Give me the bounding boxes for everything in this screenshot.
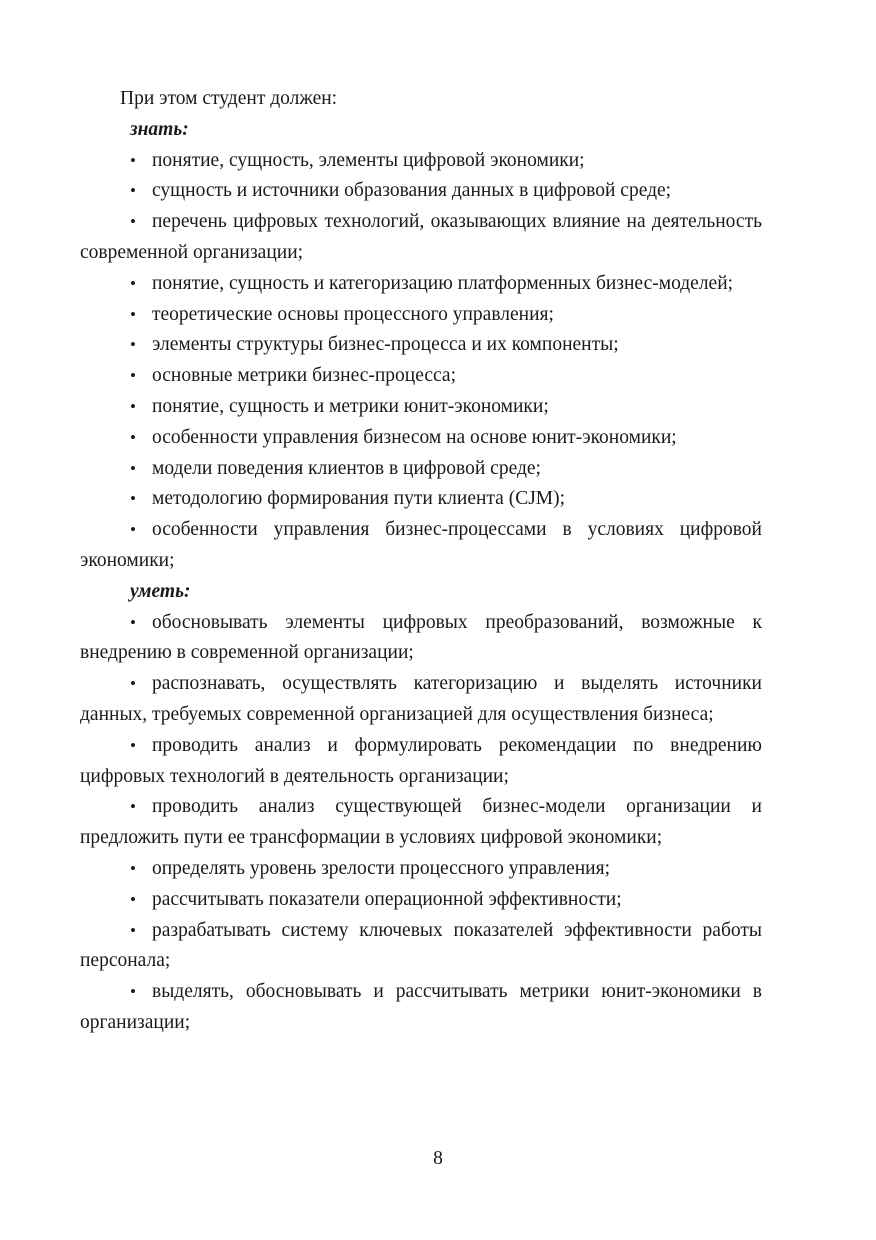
list-item: • понятие, сущность и метрики юнит-экономики; (80, 392, 762, 423)
list-item: • определять уровень зрелости процессного управления; (80, 854, 762, 885)
section-heading-can: уметь: (130, 580, 191, 602)
bullet-icon: • (130, 458, 136, 478)
list-item: • обосновывать элементы цифровых преобразований, возможные к внедрению в современной организации; (80, 608, 762, 670)
list-item: • особенности управления бизнес-процессами в условиях цифровой экономики; (80, 515, 762, 577)
section-heading-know: знать: (130, 118, 189, 140)
list-item: • разрабатывать систему ключевых показателей эффективности работы персонала; (80, 916, 762, 978)
page-number: 8 (433, 1148, 443, 1169)
list-item: • теоретические основы процессного управления; (80, 300, 762, 331)
bullet-icon: • (130, 181, 136, 201)
list-item: • перечень цифровых технологий, оказывающих влияние на деятельность современной организации; (80, 207, 762, 269)
bullet-icon: • (130, 612, 136, 632)
bullet-icon: • (130, 427, 136, 447)
list-item: • сущность и источники образования данных в цифровой среде; (80, 176, 762, 207)
page-body (80, 84, 762, 1039)
bullet-icon: • (130, 674, 136, 694)
can-list (80, 608, 762, 1039)
list-item: • проводить анализ и формулировать рекомендации по внедрению цифровых технологий в деятельность организации; (80, 731, 762, 793)
list-item: • распознавать, осуществлять категоризацию и выделять источники данных, требуемых современной организацией для осуществления бизнеса; (80, 669, 762, 731)
list-item: • понятие, сущность и категоризацию платформенных бизнес-моделей; (80, 269, 762, 300)
bullet-icon: • (130, 982, 136, 1002)
bullet-icon: • (130, 489, 136, 509)
bullet-icon: • (130, 396, 136, 416)
list-item: • понятие, сущность, элементы цифровой экономики; (80, 146, 762, 177)
list-item: • элементы структуры бизнес-процесса и их компоненты; (80, 330, 762, 361)
bullet-icon: • (130, 920, 136, 940)
bullet-icon: • (130, 797, 136, 817)
list-item: • особенности управления бизнесом на основе юнит-экономики; (80, 423, 762, 454)
bullet-icon: • (130, 150, 136, 170)
bullet-icon: • (130, 212, 136, 232)
bullet-icon: • (130, 889, 136, 909)
list-item: • проводить анализ существующей бизнес-модели организации и предложить пути ее трансформации в условиях цифровой экономики; (80, 792, 762, 854)
know-list (80, 146, 762, 577)
list-item: • выделять, обосновывать и рассчитывать метрики юнит-экономики в организации; (80, 977, 762, 1039)
bullet-icon: • (130, 366, 136, 386)
list-item: • модели поведения клиентов в цифровой среде; (80, 454, 762, 485)
bullet-icon: • (130, 735, 136, 755)
bullet-icon: • (130, 858, 136, 878)
list-item: • основные метрики бизнес-процесса; (80, 361, 762, 392)
list-item: • методологию формирования пути клиента (CJM); (80, 484, 762, 515)
intro-text: При этом студент должен: (120, 88, 338, 109)
bullet-icon: • (130, 273, 136, 293)
bullet-icon: • (130, 520, 136, 540)
bullet-icon: • (130, 335, 136, 355)
list-item: • рассчитывать показатели операционной эффективности; (80, 885, 762, 916)
bullet-icon: • (130, 304, 136, 324)
